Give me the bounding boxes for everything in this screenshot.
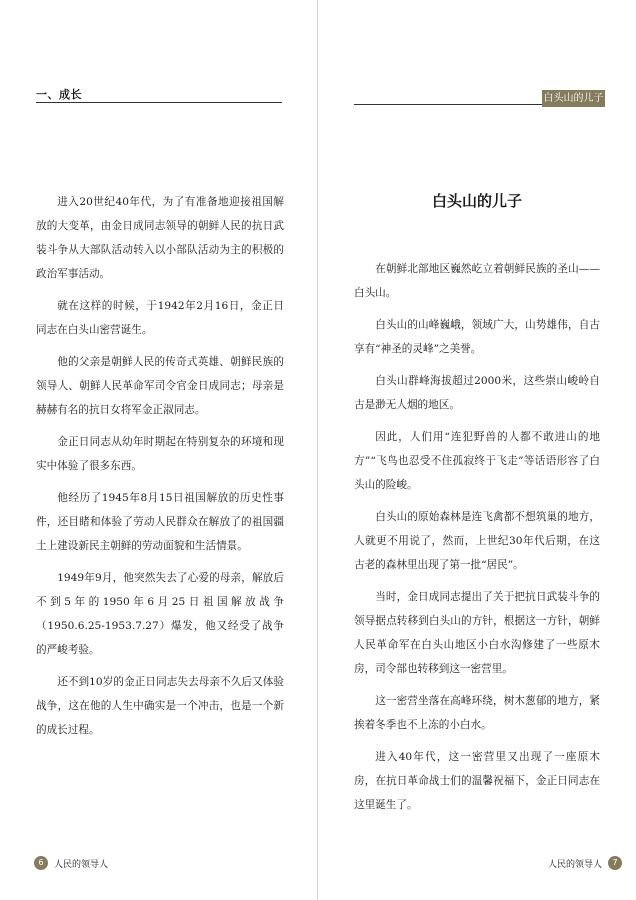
paragraph: 金正日同志从幼年时期起在特别复杂的环境和现实中体验了很多东西。 bbox=[36, 436, 284, 472]
paragraph: 因此，人们用“连犯野兽的人都不敢进山的地方”“飞鸟也忍受不住孤寂终于飞走”等话语形容了白头山的险峻。 bbox=[354, 431, 600, 491]
paragraph: 他经历了1945年8月15日祖国解放的历史性事件，还目睹和体验了劳动人民群众在解放了的祖国疆土上建设新民主朝鲜的劳动面貌和生活情景。 bbox=[36, 492, 284, 552]
paragraph: 他的父亲是朝鲜人民的传奇式英雄、朝鲜民族的领导人、朝鲜人民革命军司令官金日成同志；母亲是赫赫有名的抗日女将军金正淑同志。 bbox=[36, 356, 284, 416]
right-body-text bbox=[354, 257, 600, 825]
left-footer bbox=[34, 856, 108, 870]
header-rule bbox=[354, 104, 542, 105]
page-number-badge: 6 bbox=[34, 856, 48, 870]
chapter-title: 白头山的儿子 bbox=[431, 192, 522, 210]
paragraph: 进入40年代，这一密营里又出现了一座原木房，在抗日革命战士们的温馨祝福下，金正日同志在这里诞生了。 bbox=[354, 751, 600, 811]
paragraph: 白头山的原始森林是连飞禽都不想筑巢的地方，人就更不用说了，然而，上世纪30年代后期，在这古老的森林里出现了第一批“居民”。 bbox=[354, 511, 600, 571]
paragraph: 白头山的山峰巍峨，领域广大，山势雄伟，自古享有“神圣的灵峰”之美誉。 bbox=[354, 319, 600, 355]
paragraph: 还不到10岁的金正日同志失去母亲不久后又体验战争，这在他的人生中确实是一个冲击，也是一个新的成长过程。 bbox=[36, 676, 284, 736]
footer-title: 人民的领导人 bbox=[548, 859, 603, 870]
page-number-badge: 7 bbox=[608, 856, 622, 870]
right-footer bbox=[548, 856, 622, 870]
paragraph: 就在这样的时候，于1942年2月16日，金正日同志在白头山密营诞生。 bbox=[36, 300, 284, 336]
running-header-tab: 白头山的儿子 bbox=[542, 90, 605, 107]
paragraph: 白头山群峰海拔超过2000米，这些崇山峻岭自古是渺无人烟的地区。 bbox=[354, 375, 600, 411]
paragraph: 当时，金日成同志提出了关于把抗日武装斗争的领导据点转移到白头山的方针，根据这一方针，朝鲜人民革命军在白头山地区小白水沟修建了一些原木房，司令部也转移到这一密营里。 bbox=[354, 591, 600, 675]
section-heading: 一、成长 bbox=[36, 88, 82, 101]
paragraph: 在朝鲜北部地区巍然屹立着朝鲜民族的圣山——白头山。 bbox=[354, 263, 600, 299]
header-rule bbox=[36, 102, 282, 103]
footer-title: 人民的领导人 bbox=[54, 859, 109, 870]
paragraph: 这一密营坐落在高峰环绕，树木葱郁的地方，紧挨着冬季也不上冻的小白水。 bbox=[354, 695, 600, 731]
paragraph: 1949年9月，他突然失去了心爱的母亲，解放后不到5年的1950年6月25日祖国解放战争（1950.6.25-1953.7.27）爆发，他又经受了战争的严峻考验。 bbox=[36, 572, 284, 656]
paragraph: 进入20世纪40年代，为了有准备地迎接祖国解放的大变革，由金日成同志领导的朝鲜人民的抗日武装斗争从大部队活动转入以小部队活动为主的积极的政治军事活动。 bbox=[36, 196, 284, 280]
left-body-text bbox=[36, 190, 284, 750]
